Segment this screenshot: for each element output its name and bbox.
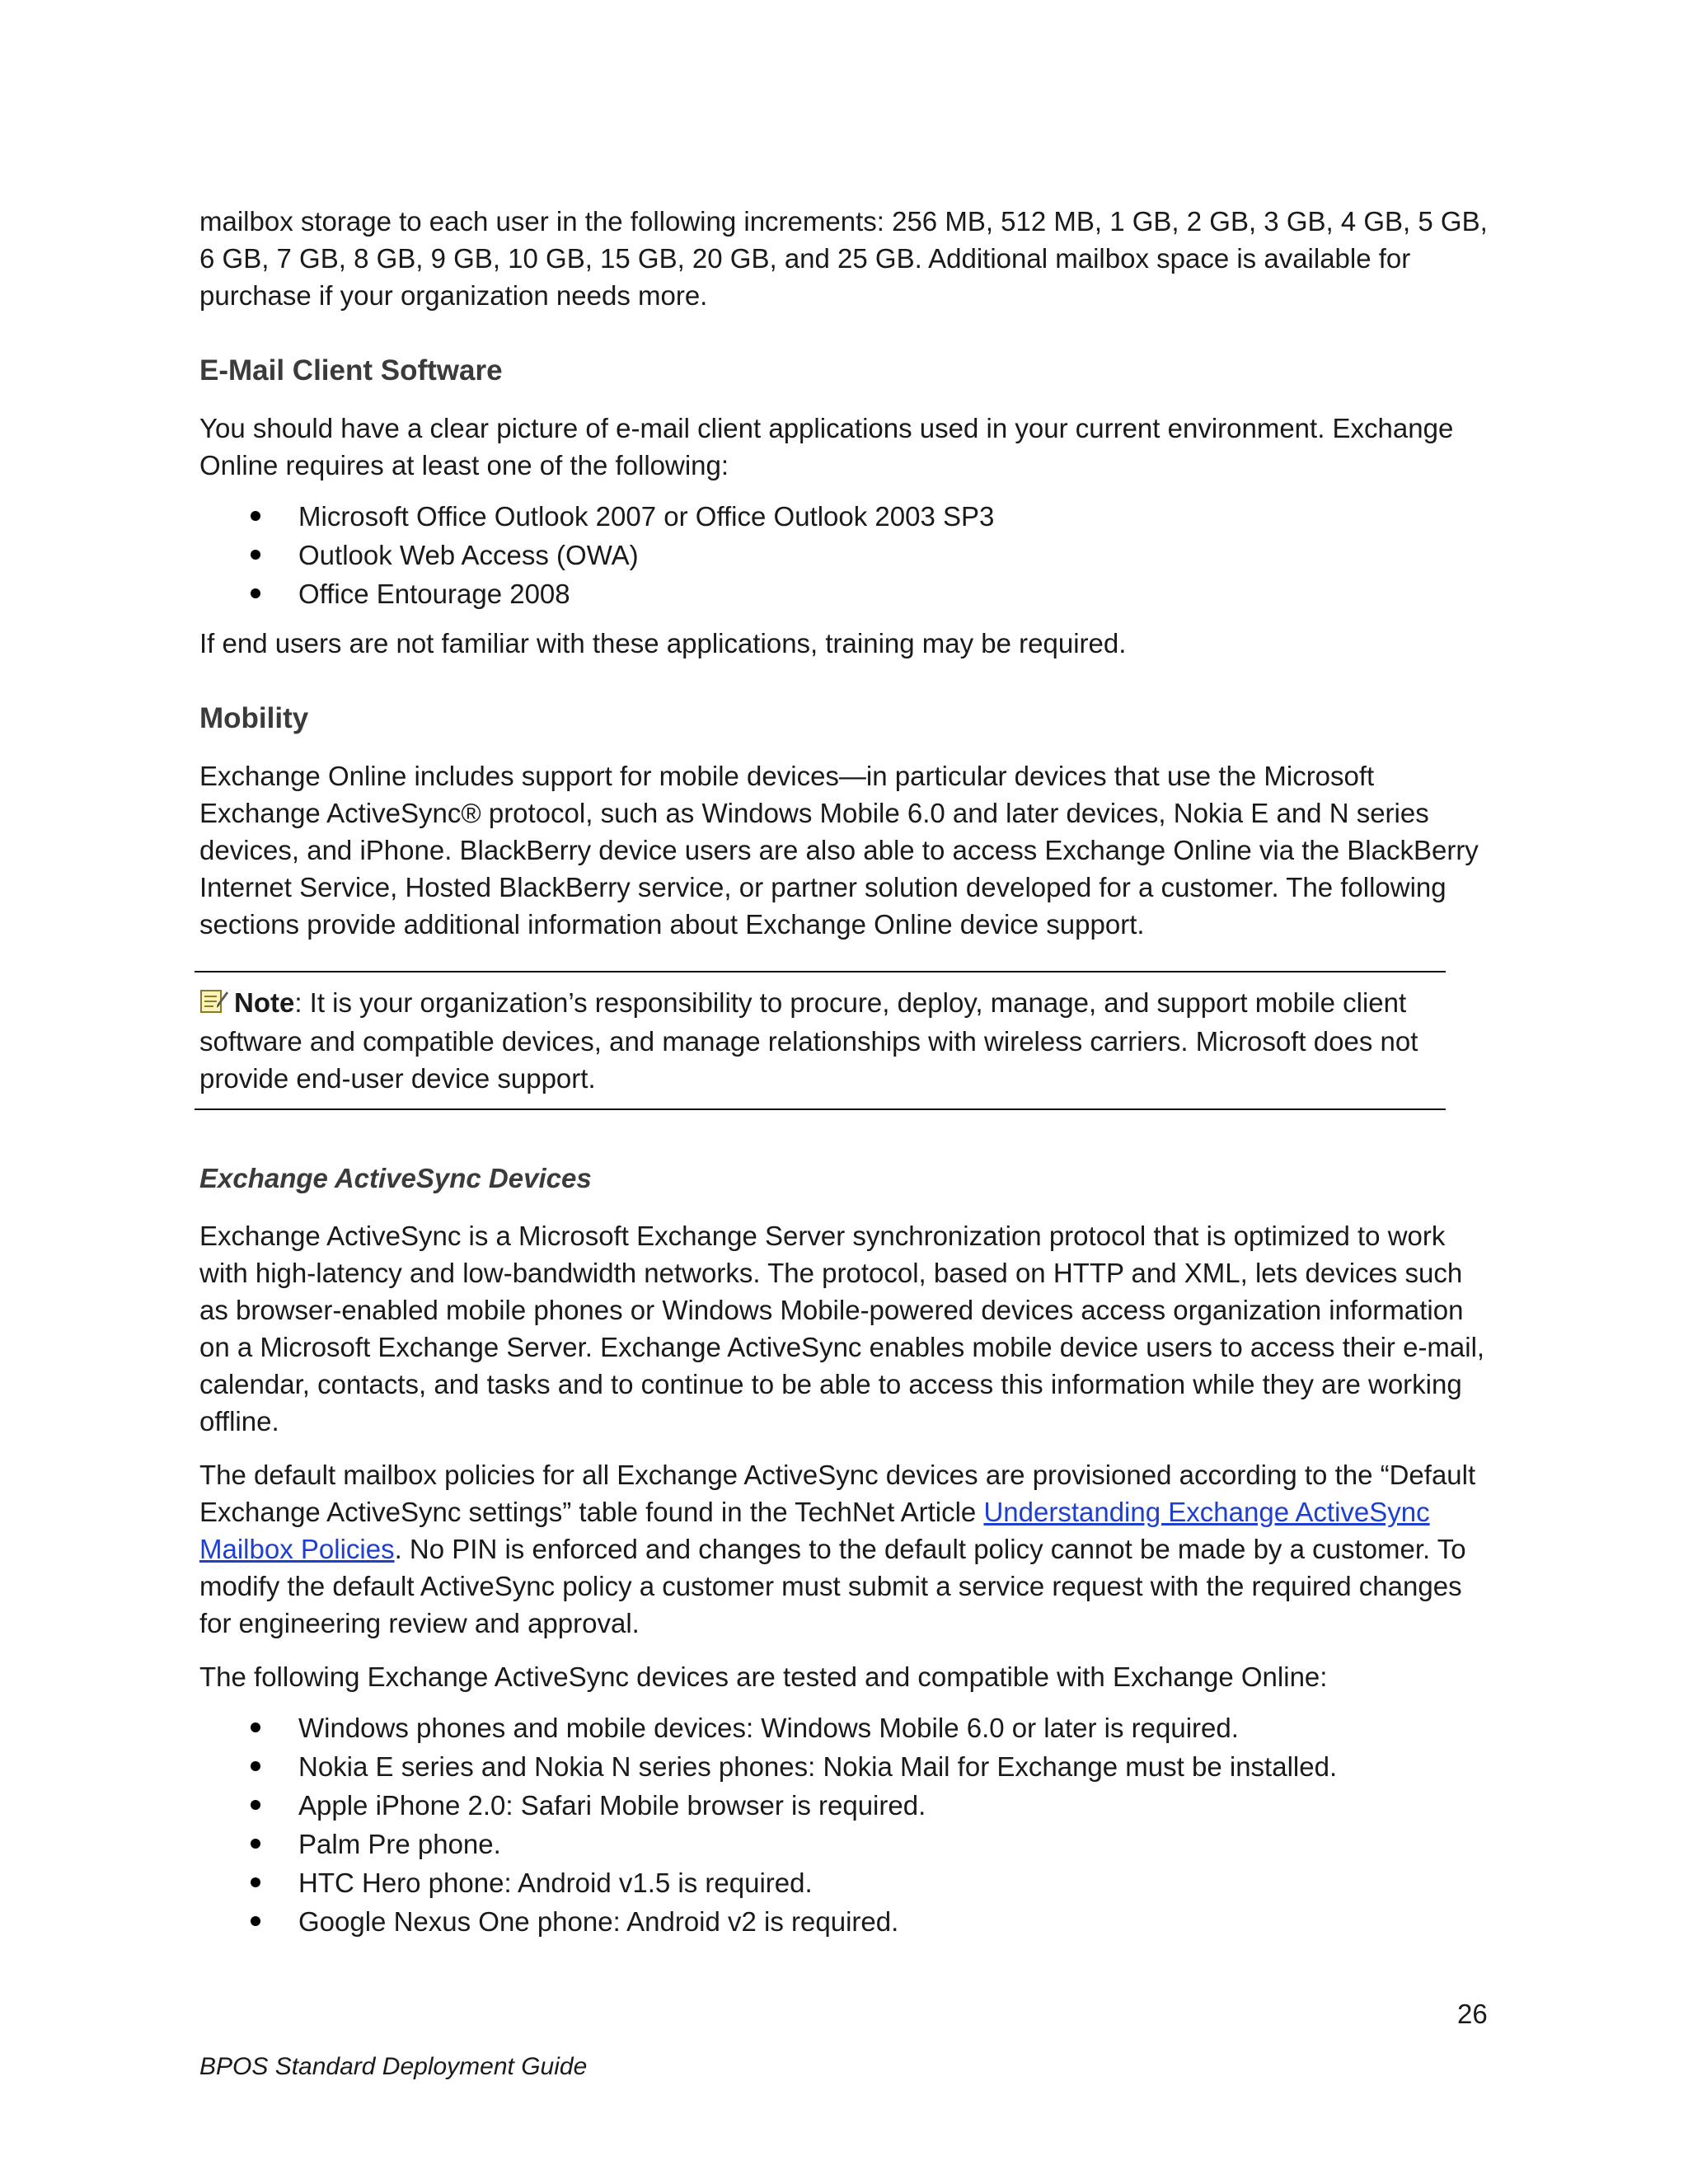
bullet-icon — [251, 588, 260, 598]
document-page — [199, 203, 1493, 1952]
bullet-icon — [251, 511, 260, 521]
email-client-paragraph: You should have a clear picture of e-mail client applications used in your current environment. Exchange Online requires at least one of the following: — [199, 413, 1454, 480]
list-item — [199, 1825, 1493, 1863]
list-item-text: Windows phones and mobile devices: Windows Mobile 6.0 or later is required. — [298, 1713, 1239, 1743]
mobility-heading: Mobility — [199, 702, 309, 734]
list-item — [199, 536, 1493, 574]
activesync-devices-list — [199, 1708, 1493, 1941]
note-paragraph — [199, 984, 1446, 1097]
bullet-icon — [251, 1800, 260, 1810]
bullet-icon — [251, 550, 260, 560]
note-text: : It is your organization’s responsibility to procure, deploy, manage, and support mobile client software and compatible devices, and manage relationships with wireless carriers. Microsoft does not provide end-user device support. — [199, 987, 1418, 1094]
list-item — [199, 1902, 1493, 1941]
bullet-icon — [251, 1761, 260, 1771]
note-callout — [195, 971, 1446, 1110]
bullet-icon — [251, 1877, 260, 1887]
list-item-text: Outlook Web Access (OWA) — [298, 540, 639, 570]
page-number: 26 — [1457, 1999, 1488, 2029]
list-item-text: Office Entourage 2008 — [298, 579, 570, 609]
mobility-paragraph: Exchange Online includes support for mobile devices—in particular devices that use the Microsoft Exchange ActiveSync® protocol, such as Windows Mobile 6.0 and later devices, Nokia E and N series devices, and iPhone. BlackBerry device users are also able to access Exchange Online via the BlackBerry Internet Service, Hosted BlackBerry service, or partner solution developed for a customer. The following sections provide additional information about Exchange Online device support. — [199, 761, 1479, 940]
list-item-text: HTC Hero phone: Android v1.5 is required. — [298, 1868, 813, 1898]
email-client-training-note: If end users are not familiar with these applications, training may be required. — [199, 628, 1127, 658]
page-footer: BPOS Standard Deployment Guide — [199, 2053, 588, 2080]
technet-article-link[interactable]: Understanding Exchange ActiveSync Mailbox Policies — [199, 1497, 1430, 1564]
list-item — [199, 574, 1493, 613]
activesync-paragraph-2 — [199, 1456, 1493, 1642]
list-item-text: Microsoft Office Outlook 2007 or Office Outlook 2003 SP3 — [298, 501, 995, 532]
note-icon — [199, 986, 229, 1023]
bullet-icon — [251, 1916, 260, 1926]
note-label: Note — [234, 987, 295, 1018]
list-item-text: Nokia E series and Nokia N series phones: Nokia Mail for Exchange must be installed. — [298, 1751, 1338, 1782]
activesync-paragraph-2-start: The default mailbox policies for all Exchange ActiveSync devices are provisioned according to the “Default Exchange ActiveSync settings” table found in the TechNet Article — [199, 1460, 1476, 1527]
list-item — [199, 1747, 1493, 1786]
activesync-paragraph-3: The following Exchange ActiveSync devices are tested and compatible with Exchange Online: — [199, 1661, 1328, 1692]
activesync-paragraph-1: Exchange ActiveSync is a Microsoft Exchange Server synchronization protocol that is optimized to work with high-latency and low-bandwidth networks. The protocol, based on HTTP and XML, lets devices such as browser-enabled mobile phones or Windows Mobile-powered devices access organization information on a Microsoft Exchange Server. Exchange ActiveSync enables mobile device users to access their e-mail, calendar, contacts, and tasks and to continue to be able to access this information while they are working offline. — [199, 1221, 1485, 1436]
list-item — [199, 1708, 1493, 1747]
activesync-heading: Exchange ActiveSync Devices — [199, 1163, 592, 1193]
email-client-list — [199, 497, 1493, 613]
list-item — [199, 1863, 1493, 1902]
list-item-text: Palm Pre phone. — [298, 1829, 501, 1859]
list-item — [199, 1786, 1493, 1825]
list-item — [199, 497, 1493, 536]
list-item-text: Google Nexus One phone: Android v2 is required. — [298, 1906, 899, 1937]
email-client-heading: E-Mail Client Software — [199, 354, 503, 387]
list-item-text: Apple iPhone 2.0: Safari Mobile browser is required. — [298, 1790, 926, 1821]
bullet-icon — [251, 1722, 260, 1732]
activesync-paragraph-2-end: . No PIN is enforced and changes to the default policy cannot be made by a customer. To modify the default ActiveSync policy a customer must submit a service request with the required changes for engineering review and approval. — [199, 1534, 1466, 1638]
bullet-icon — [251, 1839, 260, 1849]
intro-paragraph: mailbox storage to each user in the following increments: 256 MB, 512 MB, 1 GB, 2 GB, 3 GB, 4 GB, 5 GB, 6 GB, 7 GB, 8 GB, 9 GB, 10 GB, 15 GB, 20 GB, and 25 GB. Additional mailbox space is available for purchase if your organization needs more. — [199, 206, 1488, 311]
